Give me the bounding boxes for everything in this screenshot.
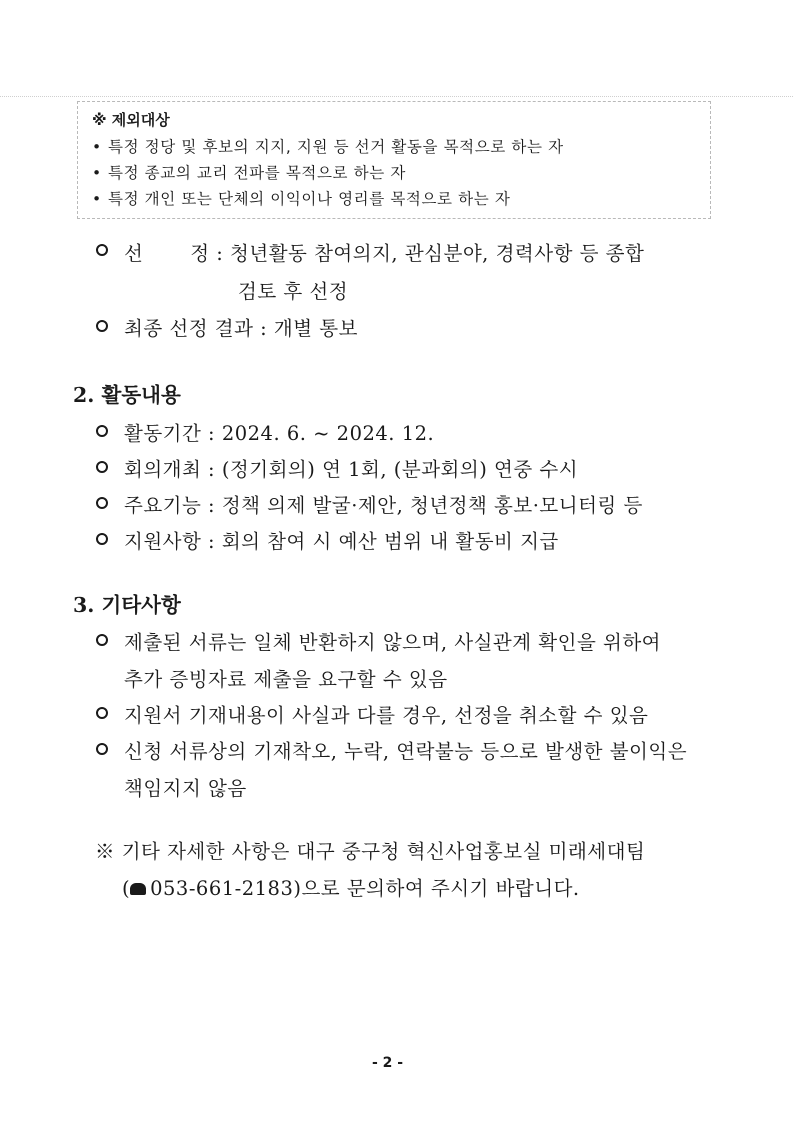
- circle-bullet-icon: [96, 461, 108, 473]
- circle-bullet-icon: [96, 497, 108, 509]
- exclusion-item: • 특정 개인 또는 단체의 이익이나 영리를 목적으로 하는 자: [92, 190, 511, 208]
- top-divider: [0, 96, 793, 97]
- bullet-icon: •: [92, 190, 102, 208]
- misc-item-cont: 추가 증빙자료 제출을 요구할 수 있음: [124, 668, 448, 691]
- selection-result: 최종 선정 결과 : 개별 통보: [124, 317, 358, 340]
- selection-line: 선 정 : 청년활동 참여의지, 관심분야, 경력사항 등 종합: [124, 242, 645, 265]
- exclusion-item: • 특정 정당 및 후보의 지지, 지원 등 선거 활동을 목적으로 하는 자: [92, 138, 564, 156]
- contact-note: ※ 기타 자세한 사항은 대구 중구청 혁신사업홍보실 미래세대팀: [95, 840, 646, 863]
- bullet-icon: •: [92, 164, 102, 182]
- activity-item: 주요기능 : 정책 의제 발굴·제안, 청년정책 홍보·모니터링 등: [124, 494, 643, 517]
- misc-item-cont: 책임지지 않음: [124, 777, 247, 800]
- exclusion-item: • 특정 종교의 교리 전파를 목적으로 하는 자: [92, 164, 406, 182]
- exclusion-title: ※ 제외대상: [92, 111, 170, 129]
- page-number: - 2 -: [372, 1055, 404, 1071]
- contact-note-phone: ( 053-661-2183)으로 문의하여 주시기 바랍니다.: [122, 877, 580, 900]
- bullet-icon: •: [92, 138, 102, 156]
- circle-bullet-icon: [96, 320, 108, 332]
- circle-bullet-icon: [96, 707, 108, 719]
- circle-bullet-icon: [96, 244, 108, 256]
- section-3-heading: 3. 기타사항: [73, 593, 181, 617]
- exclusion-box: [77, 101, 711, 219]
- activity-item: 지원사항 : 회의 참여 시 예산 범위 내 활동비 지급: [124, 530, 559, 553]
- misc-item: 지원서 기재내용이 사실과 다를 경우, 선정을 취소할 수 있음: [124, 704, 649, 727]
- activity-item: 회의개최 : (정기회의) 연 1회, (분과회의) 연중 수시: [124, 458, 579, 481]
- circle-bullet-icon: [96, 425, 108, 437]
- circle-bullet-icon: [96, 533, 108, 545]
- activity-item: 활동기간 : 2024. 6. ~ 2024. 12.: [124, 422, 435, 445]
- circle-bullet-icon: [96, 634, 108, 646]
- misc-item: 제출된 서류는 일체 반환하지 않으며, 사실관계 확인을 위하여: [124, 631, 662, 654]
- circle-bullet-icon: [96, 743, 108, 755]
- selection-line-cont: 검토 후 선정: [238, 280, 349, 303]
- misc-item: 신청 서류상의 기재착오, 누락, 연락불능 등으로 발생한 불이익은: [124, 740, 688, 763]
- section-2-heading: 2. 활동내용: [73, 383, 181, 407]
- phone-icon: [130, 883, 146, 895]
